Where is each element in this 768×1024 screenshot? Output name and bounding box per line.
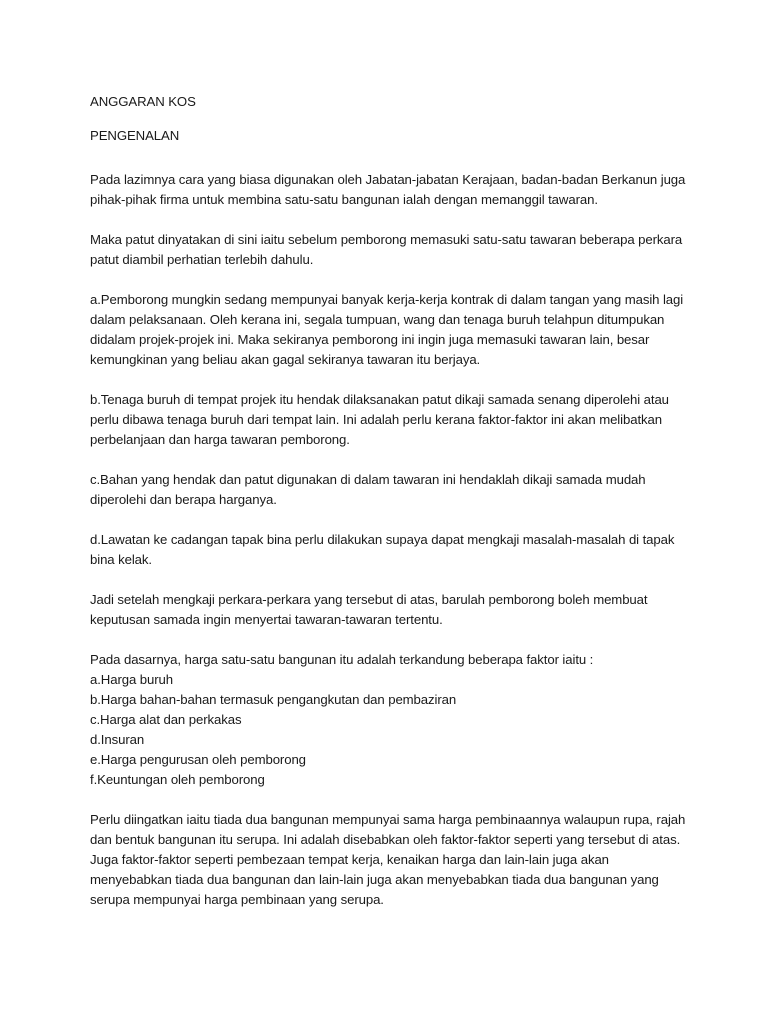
list-item: b.Harga bahan-bahan termasuk pengangkutan dan pembaziran	[90, 692, 457, 707]
document-page	[90, 92, 690, 930]
list-item: c.Harga alat dan perkakas	[90, 712, 242, 727]
paragraph-point-d: d.Lawatan ke cadangan tapak bina perlu dilakukan supaya dapat mengkaji masalah-masalah di tapak bina kelak.	[90, 532, 675, 567]
paragraph-considerations: Maka patut dinyatakan di sini iaitu sebelum pemborong memasuki satu-satu tawaran beberapa perkara patut diambil perhatian terlebih dahulu.	[90, 232, 683, 267]
paragraph-conclusion: Jadi setelah mengkaji perkara-perkara yang tersebut di atas, barulah pemborong boleh membuat keputusan samada ingin menyertai tawaran-tawaran tertentu.	[90, 592, 648, 627]
list-item: a.Harga buruh	[90, 672, 174, 687]
factors-intro: Pada dasarnya, harga satu-satu bangunan itu adalah terkandung beberapa faktor iaitu :	[90, 652, 594, 667]
paragraph-closing: Perlu diingatkan iaitu tiada dua bangunan mempunyai sama harga pembinaannya walaupun rupa, rajah dan bentuk bangunan itu serupa. Ini adalah disebabkan oleh faktor-faktor seperti yang tersebut di atas. Juga faktor-faktor seperti pembezaan tempat kerja, kenaikan harga dan lain-lain juga akan menyebabkan tiada dua bangunan dan lain-lain juga akan menyebabkan tiada dua bangunan yang serupa mempunyai harga pembinaan yang serupa.	[90, 812, 686, 907]
paragraph-point-a: a.Pemborong mungkin sedang mempunyai banyak kerja-kerja kontrak di dalam tangan yang masih lagi dalam pelaksanaan. Oleh kerana ini, segala tumpuan, wang dan tenaga buruh telahpun ditumpukan didalam projek-projek ini. Maka sekiranya pemborong ini ingin juga memasuki tawaran lain, besar kemungkinan yang beliau akan gagal sekiranya tawaran itu berjaya.	[90, 292, 684, 367]
paragraph-intro: Pada lazimnya cara yang biasa digunakan oleh Jabatan-jabatan Kerajaan, badan-badan Berkanun juga pihak-pihak firma untuk membina satu-satu bangunan ialah dengan memanggil tawaran.	[90, 172, 686, 207]
list-item: e.Harga pengurusan oleh pemborong	[90, 752, 306, 767]
paragraph-point-b: b.Tenaga buruh di tempat projek itu hendak dilaksanakan patut dikaji samada senang diperolehi atau perlu dibawa tenaga buruh dari tempat lain. Ini adalah perlu kerana faktor-faktor ini akan melibatkan perbelanjaan dan harga tawaran pemborong.	[90, 392, 669, 447]
paragraph-point-c: c.Bahan yang hendak dan patut digunakan di dalam tawaran ini hendaklah dikaji samada mudah diperolehi dan berapa harganya.	[90, 472, 646, 507]
list-item: f.Keuntungan oleh pemborong	[90, 772, 265, 787]
section-heading: PENGENALAN	[90, 128, 180, 143]
factors-list	[90, 650, 690, 790]
document-title: ANGGARAN KOS	[90, 94, 196, 109]
list-item: d.Insuran	[90, 732, 145, 747]
